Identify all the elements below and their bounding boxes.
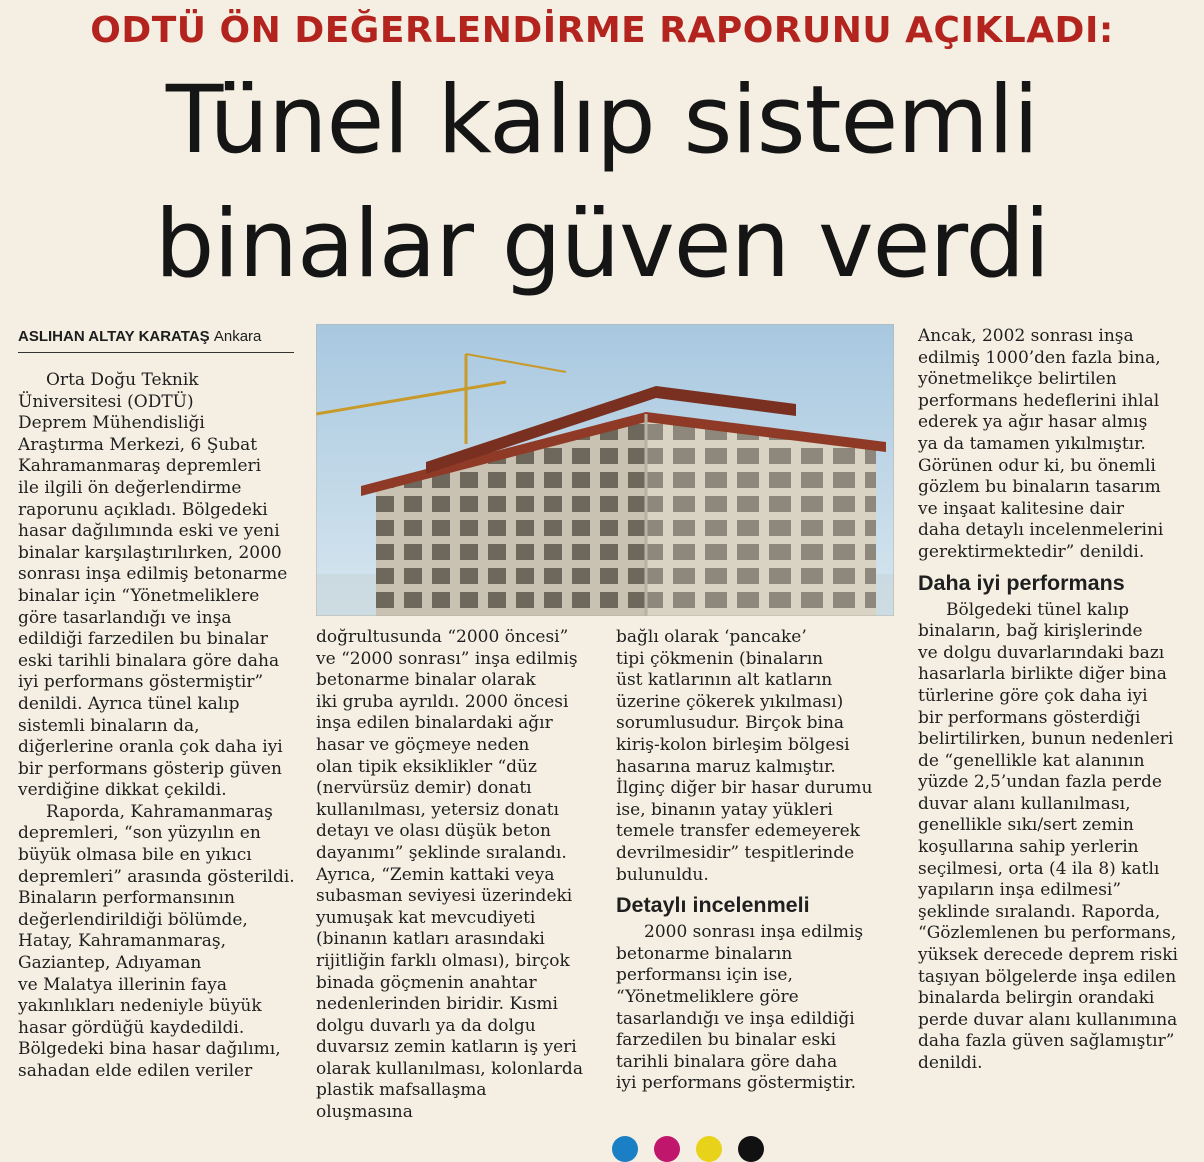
text-line: depremleri” arasında gösterildi. (18, 866, 295, 887)
text-line: daha detaylı incelenmelerini (918, 520, 1164, 541)
text-line: binalar için “Yönetmeliklere (18, 585, 260, 606)
text-line: denildi. Ayrıca tünel kalıp (18, 693, 240, 714)
text-line: farzedilen bu binalar eski (616, 1030, 837, 1051)
text-line: devrilmesidir” tespitlerinde (616, 842, 855, 863)
text-line: olan tipik eksiklikler “düz (316, 756, 537, 777)
kicker-title: ODTÜ ÖN DEĞERLENDİRME RAPORUNU AÇIKLADI: (90, 10, 1114, 51)
registration-dot-black (738, 1136, 764, 1162)
text-line: performans hedeflerini ihlal (918, 390, 1160, 411)
text-line: rijitliğin farklı olması), birçok (316, 950, 570, 971)
text-line: seçilmesi, orta (4 ila 8) katlı (918, 858, 1160, 879)
text-line: bulunuldu. (616, 864, 709, 885)
text-line: Orta Doğu Teknik (46, 370, 199, 390)
text-line: eski tarihli binalara göre daha (18, 650, 280, 671)
text-line: binada göçmenin anahtar (316, 972, 537, 993)
construction-building-image (316, 324, 894, 616)
text-line: yakınlıkları nedeniyle büyük (18, 996, 262, 1017)
text-line: subasman seviyesi üzerindeki (316, 886, 573, 907)
text-line: (binanın katları arasındaki (316, 929, 545, 950)
text-line: kullanılması, yetersiz donatı (316, 799, 559, 820)
text-line: yönetmelikçe belirtilen (918, 369, 1117, 390)
text-line: de “genellikle kat alanının (918, 750, 1145, 771)
text-line: Bölgedeki tünel kalıp (946, 599, 1130, 620)
text-line: tasarlandığı ve inşa edildiği (616, 1008, 855, 1029)
text-line: temele transfer edemeyerek (616, 821, 860, 842)
text-line: Raporda, Kahramanmaraş (46, 801, 273, 822)
text-line: verdiğine dikkat çekildi. (18, 780, 227, 801)
text-line: ve inşaat kalitesine dair (918, 498, 1125, 519)
text-line: dayanımı” şeklinde sıralandı. (316, 842, 567, 863)
text-line: yapıların inşa edilmesi” (918, 880, 1122, 901)
article-column-3 (616, 627, 878, 1095)
text-line: genellikle sıkı/sert zemin (918, 815, 1134, 836)
text-line: yüzde 2,5’undan fazla perde (918, 772, 1162, 793)
text-line: İlginç diğer bir hasar durumu (616, 778, 873, 799)
subheading-daha-iyi-performans: Daha iyi performans (918, 570, 1125, 595)
text-line: iyi performans göstermiştir” (18, 672, 264, 693)
text-line: sorumlusudur. Birçok bina (616, 713, 845, 734)
registration-dot-magenta (654, 1136, 680, 1162)
text-line: yumuşak kat mevcudiyeti (316, 907, 536, 928)
text-line: büyük olmasa bile en yıkıcı (18, 845, 252, 866)
text-line: Kahramanmaraş depremleri (18, 456, 262, 477)
article-column-2 (316, 627, 588, 1124)
byline-location: Ankara (213, 328, 262, 345)
text-line: ve dolgu duvarlarındaki bazı (918, 642, 1165, 663)
text-line: sonrası inşa edilmiş betonarme (18, 564, 288, 585)
text-line: Bölgedeki bina hasar dağılımı, (18, 1039, 281, 1060)
text-line: dolgu duvarlı ya da dolgu (316, 1015, 536, 1036)
text-line: hasar gördüğü kaydedildi. (18, 1017, 245, 1038)
text-line: iyi performans göstermiştir. (616, 1073, 857, 1094)
text-line: şeklinde sıralandı. Raporda, (918, 901, 1161, 922)
text-line: hasarlarla birlikte diğer bina (918, 664, 1167, 685)
text-line: Ayrıca, “Zemin kattaki veya (316, 864, 555, 885)
headline-line-2: binalar güven verdi (154, 190, 1050, 299)
text-line: bir performans gösterdiği (918, 707, 1141, 728)
text-line: ise, binanın yatay yükleri (616, 799, 833, 820)
text-line: kiriş-kolon birleşim bölgesi (616, 734, 850, 755)
text-line: hasar dağılımında eski ve yeni (18, 521, 280, 542)
registration-dot-cyan (612, 1136, 638, 1162)
text-line: edildiği farzedilen bu binalar (18, 629, 268, 650)
text-line: belirtilirken, bunun nedenleri (918, 729, 1174, 750)
text-line: binalar karşılaştırılırken, 2000 (18, 542, 282, 563)
text-line: gerektirmektedir” denildi. (918, 541, 1145, 562)
text-line: Gaziantep, Adıyaman (18, 953, 202, 974)
text-line: ve Malatya illerinin faya (18, 974, 227, 995)
headline-line-1: Tünel kalıp sistemli (165, 66, 1039, 175)
text-line: Üniversitesi (ODTÜ) (18, 391, 194, 412)
text-line: sahadan elde edilen veriler (18, 1061, 253, 1081)
text-line: duvar alanı kullanılması, (918, 793, 1131, 814)
text-line: Deprem Mühendisliği (18, 413, 205, 434)
subheading-detayli-incelenmeli: Detaylı incelenmeli (616, 893, 810, 918)
text-line: hasar ve göçmeye neden (316, 734, 530, 755)
text-line: (nervürsüz demir) donatı (316, 778, 532, 799)
text-line: yüksek derecede deprem riski (918, 945, 1178, 966)
text-line: Ancak, 2002 sonrası inşa (918, 326, 1134, 346)
text-line: gözlem bu binaların tasarım (918, 477, 1161, 498)
text-line: “Yönetmeliklere göre (616, 986, 799, 1007)
text-line: ve “2000 sonrası” inşa edilmiş (316, 648, 578, 669)
text-line: performansı için ise, (616, 965, 793, 986)
text-line: göre tasarlandığı ve inşa (18, 607, 232, 628)
article-column-1 (18, 370, 303, 1083)
text-line: depremleri, “son yüzyılın en (18, 823, 261, 844)
text-line: duvarsız zemin katların iş yeri (316, 1037, 577, 1058)
text-line: Görünen odur ki, bu önemli (918, 455, 1156, 476)
text-line: üzerine çökerek yıkılması) (616, 691, 844, 712)
text-line: değerlendirildiği bölümde, (18, 909, 248, 930)
text-line: sistemli binaların da, (18, 715, 200, 736)
text-line: ya da tamamen yıkılmıştır. (918, 433, 1146, 454)
text-line: diğerlerine oranla çok daha iyi (18, 737, 283, 758)
text-line: iki gruba ayrıldı. 2000 öncesi (316, 691, 569, 712)
text-line: ederek ya ağır hasar almış (918, 412, 1148, 433)
building-photo (316, 324, 894, 616)
text-line: bir performans gösterip güven (18, 758, 282, 779)
text-line: doğrultusunda “2000 öncesi” (316, 627, 569, 647)
text-line: perde duvar alanı kullanımına (918, 1009, 1178, 1030)
text-line: taşıyan bölgelerde inşa edilen (918, 966, 1177, 987)
text-line: “Gözlemlenen bu performans, (918, 923, 1177, 944)
text-line: daha fazla güven sağlamıştır” (918, 1031, 1175, 1052)
byline (18, 328, 294, 353)
registration-dot-yellow (696, 1136, 722, 1162)
text-line: türlerine göre çok daha iyi (918, 685, 1148, 706)
text-line: detayı ve olası düşük beton (316, 821, 551, 842)
text-line: koşullarına sahip yerlerin (918, 837, 1139, 858)
text-line: ile ilgili ön değerlendirme (18, 477, 242, 498)
text-line: tipi çökmenin (binaların (616, 648, 824, 669)
text-line: plastik mafsallaşma oluşmasına (316, 1080, 487, 1123)
text-line: binaların, bağ kirişlerinde (918, 621, 1143, 642)
text-line: Hatay, Kahramanmaraş, (18, 931, 226, 952)
text-line: hasarına maruz kalmıştır. (616, 756, 836, 777)
text-line: 2000 sonrası inşa edilmiş (644, 922, 864, 943)
byline-author: ASLIHAN ALTAY KARATAŞ (18, 328, 210, 345)
text-line: Araştırma Merkezi, 6 Şubat (18, 434, 258, 455)
text-line: betonarme binalar olarak (316, 670, 536, 691)
text-line: olarak kullanılması, kolonlarda (316, 1058, 583, 1079)
text-line: binalarda belirgin orandaki (918, 988, 1155, 1009)
text-line: Binaların performansının (18, 888, 235, 909)
text-line: raporunu açıkladı. Bölgedeki (18, 499, 268, 520)
text-line: bağlı olarak ‘pancake’ (616, 627, 807, 647)
text-line: edilmiş 1000’den fazla bina, (918, 347, 1161, 368)
text-line: nedenlerinden biridir. Kısmi (316, 994, 558, 1015)
text-line: üst katlarının alt katların (616, 670, 833, 691)
text-line: tarihli binalara göre daha (616, 1051, 838, 1072)
article-column-4 (918, 326, 1188, 1075)
text-line: betonarme binaların (616, 943, 793, 964)
text-line: inşa edilen binalardaki ağır (316, 713, 553, 734)
text-line: denildi. (918, 1053, 983, 1073)
